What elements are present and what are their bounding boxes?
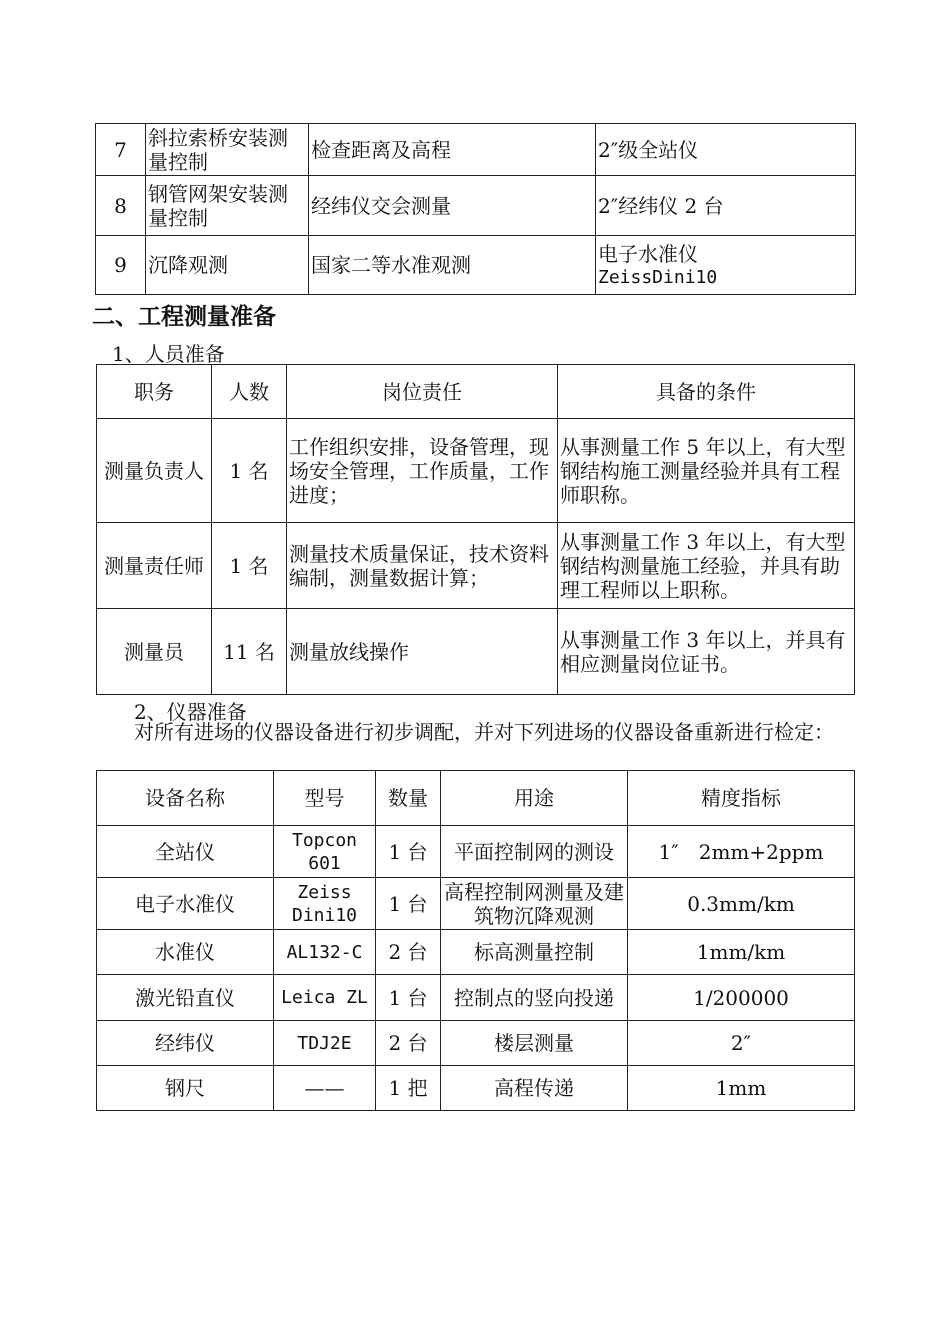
equipment-name: 钢尺 [97, 1066, 274, 1111]
equipment-paragraph: 对所有进场的仪器设备进行初步调配，并对下列进场的仪器设备重新进行检定： [134, 720, 834, 744]
table-header-row [97, 771, 855, 826]
table-row [97, 975, 855, 1021]
survey-item: 钢管网架安装测量控制 [146, 176, 309, 236]
equipment-quantity: 1 台 [376, 975, 441, 1021]
equipment-quantity: 2 台 [376, 1021, 441, 1066]
equipment-quantity: 1 把 [376, 1066, 441, 1111]
subsection-staff-title: 1、人员准备 [112, 342, 225, 366]
equipment-precision: 1″ 2mm+2ppm [628, 826, 855, 878]
staff-requirement: 从事测量工作 3 年以上，并具有相应测量岗位证书。 [558, 609, 855, 695]
survey-method: 检查距离及高程 [309, 124, 596, 176]
row-number: 8 [96, 176, 146, 236]
survey-item: 斜拉索桥安装测量控制 [146, 124, 309, 176]
staff-role: 测量责任师 [97, 523, 212, 609]
equipment-quantity: 1 台 [376, 826, 441, 878]
equipment-use: 标高测量控制 [441, 930, 628, 975]
column-header: 具备的条件 [558, 365, 855, 419]
equipment-precision: 1mm/km [628, 930, 855, 975]
equipment-precision: 1mm [628, 1066, 855, 1111]
equipment-use: 控制点的竖向投递 [441, 975, 628, 1021]
column-header: 设备名称 [97, 771, 274, 826]
row-number: 9 [96, 236, 146, 295]
equipment-model: Zeiss Dini10 [274, 878, 376, 930]
equipment-use: 高程控制网测量及建筑物沉降观测 [441, 878, 628, 930]
equipment-use: 楼层测量 [441, 1021, 628, 1066]
table-row [97, 419, 855, 523]
equipment-name: 电子水准仪 [97, 878, 274, 930]
staff-table [96, 364, 855, 695]
equipment-quantity: 1 台 [376, 878, 441, 930]
equipment-name: 全站仪 [97, 826, 274, 878]
section-title: 二、工程测量准备 [92, 304, 276, 330]
equipment-quantity: 2 台 [376, 930, 441, 975]
survey-item: 沉降观测 [146, 236, 309, 295]
column-header: 职务 [97, 365, 212, 419]
table-row [97, 826, 855, 878]
staff-count: 11 名 [212, 609, 287, 695]
table-header-row [97, 365, 855, 419]
survey-task-table [95, 123, 856, 295]
staff-count: 1 名 [212, 419, 287, 523]
row-number: 7 [96, 124, 146, 176]
equipment-model: Topcon 601 [274, 826, 376, 878]
survey-method: 经纬仪交会测量 [309, 176, 596, 236]
equipment-model: AL132-C [274, 930, 376, 975]
survey-instrument [596, 236, 856, 295]
table-row [97, 930, 855, 975]
table-row [97, 1021, 855, 1066]
column-header: 型号 [274, 771, 376, 826]
table-row [97, 523, 855, 609]
column-header: 精度指标 [628, 771, 855, 826]
staff-requirement: 从事测量工作 5 年以上，有大型钢结构施工测量经验并具有工程师职称。 [558, 419, 855, 523]
equipment-use: 平面控制网的测设 [441, 826, 628, 878]
column-header: 用途 [441, 771, 628, 826]
equipment-name: 激光铅直仪 [97, 975, 274, 1021]
staff-duty: 测量放线操作 [287, 609, 558, 695]
subsection-equipment-title: 2、仪器准备 [134, 700, 247, 724]
column-header: 岗位责任 [287, 365, 558, 419]
equipment-name: 水准仪 [97, 930, 274, 975]
equipment-use: 高程传递 [441, 1066, 628, 1111]
staff-duty: 工作组织安排，设备管理，现场安全管理，工作质量，工作进度； [287, 419, 558, 523]
survey-instrument: 2″经纬仪 2 台 [596, 176, 856, 236]
staff-requirement: 从事测量工作 3 年以上，有大型钢结构测量施工经验，并具有助理工程师以上职称。 [558, 523, 855, 609]
equipment-model: TDJ2E [274, 1021, 376, 1066]
table-row [96, 176, 856, 236]
table-row [97, 1066, 855, 1111]
table-row [97, 609, 855, 695]
equipment-name: 经纬仪 [97, 1021, 274, 1066]
equipment-model: Leica ZL [274, 975, 376, 1021]
table-row [97, 878, 855, 930]
equipment-model: —— [274, 1066, 376, 1111]
table-row [96, 236, 856, 295]
instrument-model: ZeissDini10 [598, 266, 718, 288]
equipment-precision: 0.3mm/km [628, 878, 855, 930]
survey-instrument: 2″级全站仪 [596, 124, 856, 176]
instrument-name: 电子水准仪 [598, 241, 698, 266]
column-header: 人数 [212, 365, 287, 419]
column-header: 数量 [376, 771, 441, 826]
survey-method: 国家二等水准观测 [309, 236, 596, 295]
staff-role: 测量负责人 [97, 419, 212, 523]
equipment-precision: 2″ [628, 1021, 855, 1066]
staff-role: 测量员 [97, 609, 212, 695]
staff-duty: 测量技术质量保证，技术资料编制，测量数据计算； [287, 523, 558, 609]
equipment-precision: 1/200000 [628, 975, 855, 1021]
table-row [96, 124, 856, 176]
equipment-table [96, 770, 855, 1111]
staff-count: 1 名 [212, 523, 287, 609]
